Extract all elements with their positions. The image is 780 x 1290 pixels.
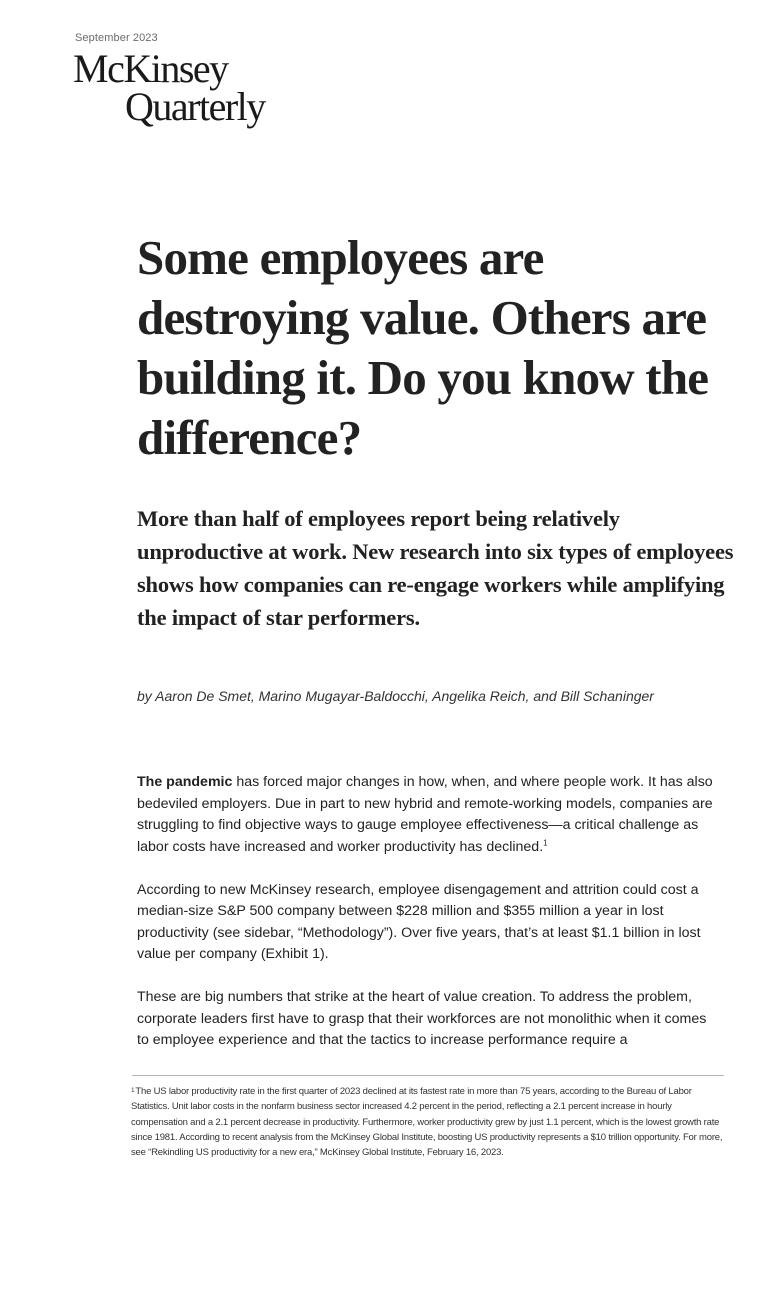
logo-line-mckinsey: McKinsey (73, 46, 228, 91)
logo-line-quarterly: Quarterly (125, 84, 265, 129)
footnote-reference[interactable]: 1 (543, 837, 548, 847)
body-paragraph-3: These are big numbers that strike at the heart of value creation. To address the problem, corporate leaders first have to grasp that their workforces are not monolithic when it comes to employee experience and that the tactics to increase performance require a (137, 989, 707, 1048)
article-body (137, 772, 722, 1073)
publication-logo[interactable] (73, 46, 265, 129)
footnote (131, 1084, 724, 1160)
paragraph-1-text: has forced major changes in how, when, and where people work. It has also bedeviled employers. Due in part to new hybrid and remote-working models, companies are struggling to find objective ways to gauge employee effectiveness—a critical challenge as labor costs have increased and worker productivity has declined. (137, 774, 713, 855)
footnote-divider (132, 1075, 724, 1076)
article-dek: More than half of employees report being relatively unproductive at work. New research into six types of employees shows how companies can re-engage workers while amplifying the impact of star performers. (137, 506, 734, 630)
body-paragraph-1 (137, 772, 722, 858)
footnote-marker: 1 (131, 1087, 135, 1094)
article-byline: by Aaron De Smet, Marino Mugayar-Baldocchi, Angelika Reich, and Bill Schaninger (137, 688, 654, 704)
paragraph-lead-in: The pandemic (137, 774, 233, 790)
footnote-text: The US labor productivity rate in the first quarter of 2023 declined at its fastest rate in more than 75 years, according to the Bureau of Labor Statistics. Unit labor costs in the nonfarm business sector increased 4.2 percent in the period, reflecting a 2.1 percent increase in hourly compensation and a 2.1 percent decrease in productivity. Furthermore, worker productivity grew by just 1.1 percent, which is the lowest growth rate since 1981. According to recent analysis from the McKinsey Global Institute, boosting US productivity represents a $10 trillion opportunity. For more, see “Rekindling US productivity for a new era,” McKinsey Global Institute, February 16, 2023. (131, 1086, 723, 1159)
article-headline: Some employees are destroying value. Others are building it. Do you know the difference? (137, 230, 709, 465)
publication-date: September 2023 (75, 32, 158, 44)
body-paragraph-2: According to new McKinsey research, employee disengagement and attrition could cost a median-size S&P 500 company between $228 million and $355 million a year in lost productivity (see sidebar, “Methodology”). Over five years, that’s at least $1.1 billion in lost value per company (Exhibit 1). (137, 881, 701, 962)
